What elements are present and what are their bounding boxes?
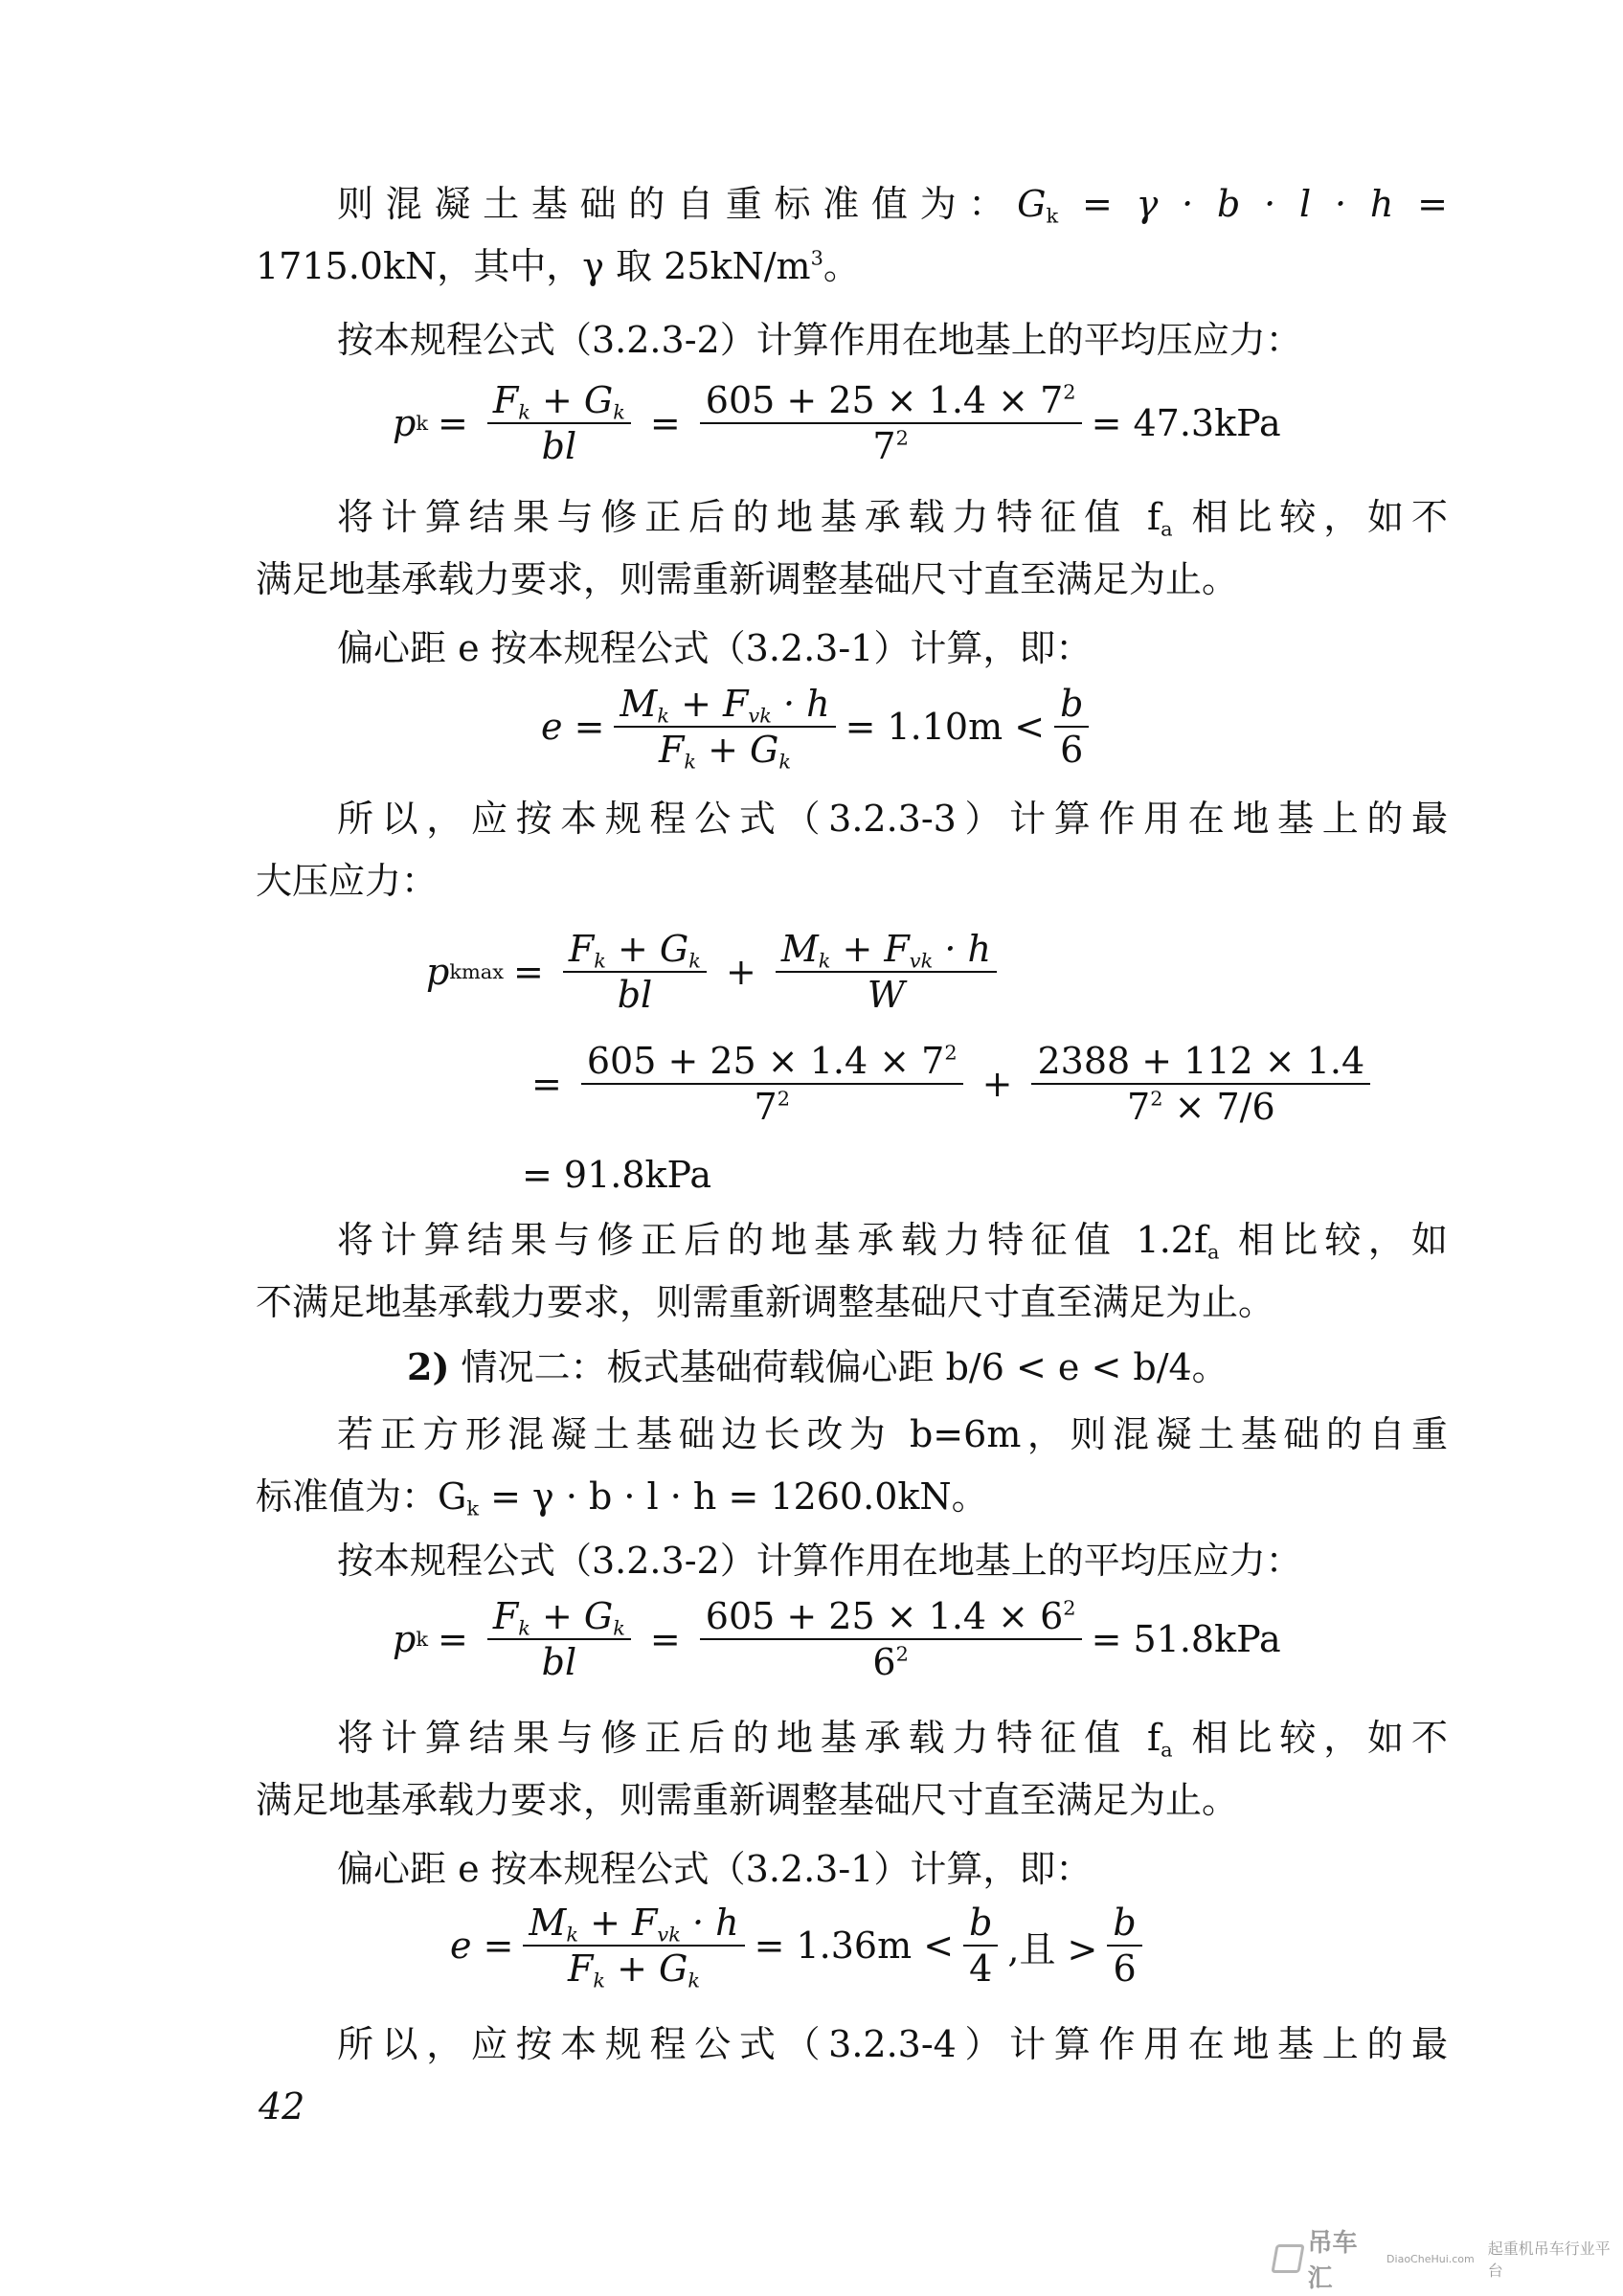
symbol: G: [1017, 183, 1047, 225]
result: = 47.3kPa: [1091, 402, 1281, 444]
superscript: 2: [895, 426, 909, 450]
text: 将计算结果与修正后的地基承载力特征值 f: [337, 496, 1161, 538]
text: 将计算结果与修正后的地基承载力特征值 f: [337, 1717, 1161, 1759]
text: 相比较，如不: [1172, 1717, 1448, 1759]
equals-sign: =: [649, 1618, 681, 1660]
fraction: [563, 927, 707, 1017]
formula: = γ · b · l · h =: [1058, 183, 1448, 225]
text: 标准值为：G: [256, 1475, 467, 1518]
text-line-10: [256, 1278, 1274, 1326]
subscript: k: [466, 1497, 480, 1520]
numerator: [581, 1039, 963, 1085]
fraction: [487, 1594, 631, 1684]
superscript: 2: [895, 1642, 909, 1666]
symbol: p: [393, 402, 417, 444]
denominator: [749, 1085, 796, 1129]
text: ,且 >: [1007, 1927, 1098, 1970]
subscript: a: [1161, 517, 1173, 541]
watermark-slogan: 起重机吊车行业平台: [1487, 2240, 1611, 2280]
subscript: k: [1046, 204, 1059, 228]
equals-sign: =: [438, 402, 468, 444]
numerator: $F_k + G_k$: [563, 927, 707, 973]
text: 1715.0kN，其中，γ 取 25kN/m: [256, 245, 811, 287]
text: 。: [823, 245, 860, 287]
denominator: W: [867, 974, 905, 1016]
text-line-6: [337, 624, 1092, 672]
text: = γ · b · l · h = 1260.0kN。: [479, 1475, 988, 1518]
text: 605 + 25 × 1.4 × 7: [586, 1040, 945, 1082]
numerator: $F_k + G_k$: [487, 378, 631, 424]
numerator: [700, 378, 1082, 424]
text: 7: [1127, 1086, 1151, 1128]
text: 所以，应按本规程公式（3.2.3-4）计算作用在地基上的最: [337, 2023, 1448, 2065]
denominator: $F_k + G_k$: [567, 1947, 701, 1992]
equation-pkmax-line-1: p kmax = $\frac{F_k + G_k}{bl}$ + $\frac{M_k + F_{vk} \cdot h}{W}$: [426, 927, 1006, 1017]
page-number: 42: [259, 2085, 305, 2127]
watermark-site-block: [1386, 2253, 1475, 2265]
fraction: [614, 682, 835, 772]
numerator: b: [1107, 1901, 1141, 1947]
text: 605 + 25 × 1.4 × 7: [705, 379, 1064, 421]
equals-sign: =: [438, 1618, 468, 1660]
text: 按本规程公式（3.2.3-2）计算作用在地基上的平均压应力：: [337, 319, 1302, 361]
text-line-4: [337, 493, 1448, 541]
result: = 91.8kPa: [522, 1154, 712, 1196]
denominator: 6: [1113, 1947, 1137, 1990]
equals-sign: =: [531, 1063, 562, 1105]
subscript: a: [1207, 1240, 1220, 1264]
text-line-7: [337, 795, 1448, 843]
result: = 1.36m <: [754, 1925, 955, 1967]
text-line-14: [337, 1537, 1302, 1585]
symbol: e =: [541, 706, 605, 748]
fraction: [487, 378, 631, 468]
text: 按本规程公式（3.2.3-2）计算作用在地基上的平均压应力：: [337, 1540, 1302, 1582]
numerator: 2388 + 112 × 1.4: [1031, 1039, 1370, 1085]
plus-sign: +: [981, 1063, 1013, 1105]
denominator: [867, 1640, 913, 1684]
crane-logo-icon: [1271, 2244, 1304, 2273]
denominator: 6: [1060, 729, 1084, 771]
superscript: 2: [944, 1041, 958, 1065]
text-line-15: [337, 1714, 1448, 1762]
symbol: p: [393, 1618, 417, 1660]
plus-sign: +: [725, 951, 756, 993]
numerator: b: [963, 1901, 998, 1947]
numerator: $M_k + F_{vk} \cdot h$: [523, 1901, 744, 1947]
text-line-8: [256, 857, 438, 905]
superscript: 2: [1150, 1087, 1163, 1111]
text-line-17: [337, 1845, 1092, 1893]
superscript: 2: [1063, 380, 1076, 404]
numerator: $M_k + F_{vk} \cdot h$: [614, 682, 835, 728]
watermark-site: DiaoCheHui.com: [1386, 2252, 1475, 2265]
denominator: bl: [541, 1641, 577, 1683]
text: 7: [754, 1086, 778, 1128]
text: 7: [872, 425, 896, 467]
fraction: [523, 1901, 744, 1991]
watermark-logo: [1274, 2223, 1623, 2294]
text: 则混凝土基础的自重标准值为：: [337, 183, 1018, 225]
text-line-18: [337, 2020, 1448, 2068]
fraction: [581, 1039, 963, 1129]
fraction: [1031, 1039, 1370, 1129]
result: = 1.10m <: [845, 706, 1046, 748]
fraction: [700, 1594, 1082, 1684]
equation-pk-2: p k = $\frac{F_k + G_k}{bl}$ = $\frac{605 + 25 \times 1.4 \times 6^2}{6^2}$ = 51.8kPa: [393, 1595, 1281, 1683]
text: 大压应力：: [256, 860, 439, 902]
superscript: 3: [810, 246, 823, 270]
text: 偏心距 e 按本规程公式（3.2.3-1）计算，即：: [337, 1848, 1093, 1890]
denominator: bl: [541, 425, 577, 467]
equation-pk-1: p k = $\frac{F_k + G_k}{bl}$ = $\frac{605 + 25 \times 1.4 \times 7^2}{7^2}$ = 47.3kPa: [393, 379, 1281, 467]
equation-pkmax-line-2: [522, 1039, 1380, 1129]
text-line-16: [256, 1776, 1238, 1824]
fraction: [963, 1901, 998, 1991]
text-line-12: [337, 1410, 1448, 1458]
text: 605 + 25 × 1.4 × 6: [705, 1595, 1064, 1637]
subscript: a: [1161, 1738, 1173, 1762]
denominator: 4: [969, 1947, 993, 1990]
fraction: [1107, 1901, 1141, 1991]
text-line-13: [256, 1473, 988, 1520]
denominator: $F_k + G_k$: [658, 729, 792, 774]
text-line-11: [407, 1343, 1229, 1391]
text-line-5: [256, 555, 1238, 603]
text-line-3: [337, 316, 1302, 364]
superscript: 2: [777, 1087, 790, 1111]
equation-pkmax-line-3: [522, 1154, 711, 1196]
fraction: [700, 378, 1082, 468]
text: 相比较，如不: [1172, 496, 1448, 538]
text: 情况二：板式基础荷载偏心距 b/6 < e < b/4。: [449, 1346, 1229, 1388]
text: 6: [872, 1641, 896, 1683]
text-line-9: [337, 1216, 1448, 1264]
fraction: [1054, 682, 1089, 772]
equals-sign: =: [513, 951, 544, 993]
text: 所以，应按本规程公式（3.2.3-3）计算作用在地基上的最: [337, 798, 1448, 840]
numerator: $F_k + G_k$: [487, 1594, 631, 1640]
text-line-2: [256, 242, 860, 290]
result: = 51.8kPa: [1091, 1618, 1281, 1660]
equation-e-2: [450, 1901, 1152, 1991]
text: × 7/6: [1162, 1086, 1275, 1128]
denominator: [867, 424, 913, 468]
superscript: 2: [1063, 1596, 1076, 1620]
fraction: [776, 927, 997, 1017]
numerator: $M_k + F_{vk} \cdot h$: [776, 927, 997, 973]
numerator: b: [1054, 682, 1089, 728]
list-number: 2): [407, 1345, 450, 1388]
symbol: p: [426, 951, 450, 993]
text: 偏心距 e 按本规程公式（3.2.3-1）计算，即：: [337, 627, 1093, 669]
text: 将计算结果与修正后的地基承载力特征值 1.2f: [337, 1219, 1208, 1261]
symbol: e =: [450, 1925, 514, 1967]
text: 若正方形混凝土基础边长改为 b=6m，则混凝土基础的自重: [337, 1413, 1448, 1455]
numerator: [700, 1594, 1082, 1640]
equation-e-1: [541, 682, 1098, 772]
text-line-1: [337, 180, 1448, 228]
text: 相比较，如: [1219, 1219, 1448, 1261]
equals-sign: =: [649, 402, 681, 444]
denominator: [1121, 1085, 1281, 1129]
text: 满足地基承载力要求，则需重新调整基础尺寸直至满足为止。: [256, 1779, 1239, 1821]
denominator: bl: [617, 974, 653, 1016]
text: 不满足地基承载力要求，则需重新调整基础尺寸直至满足为止。: [256, 1281, 1275, 1323]
watermark-brand: 吊车汇: [1307, 2229, 1358, 2293]
text: 满足地基承载力要求，则需重新调整基础尺寸直至满足为止。: [256, 558, 1239, 600]
